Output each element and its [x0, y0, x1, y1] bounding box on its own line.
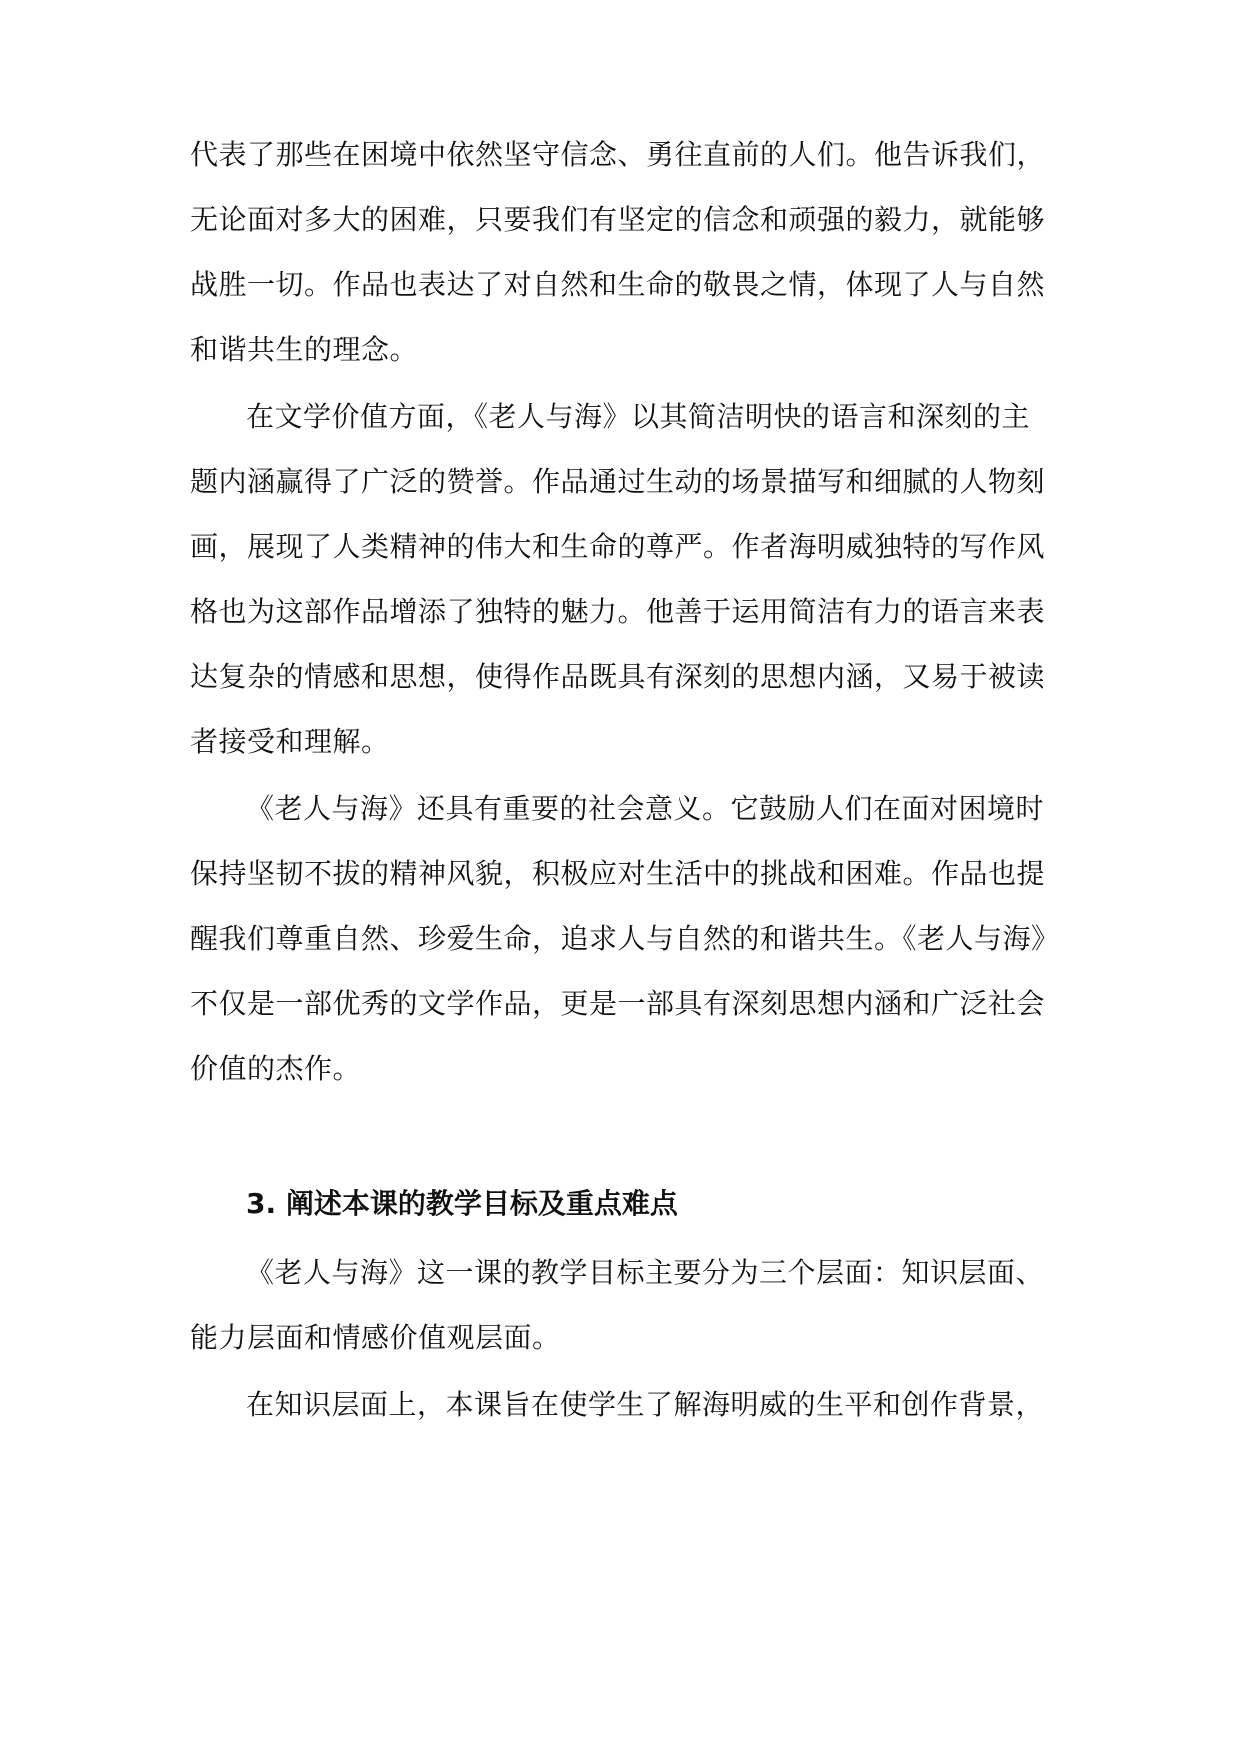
paragraph-3-line-1: 《老人与海》还具有重要的社会意义。它鼓励人们在面对困境时 — [246, 792, 1045, 825]
paragraph-3-line-3: 醒我们尊重自然、珍爱生命，追求人与自然的和谐共生。《老人与海》 — [190, 922, 1060, 955]
paragraph-1-line-4: 和谐共生的理念。 — [190, 333, 419, 366]
paragraph-1-line-1: 代表了那些在困境中依然坚守信念、勇往直前的人们。他告诉我们， — [190, 138, 1046, 171]
section-heading: 3. 阐述本课的教学目标及重点难点 — [246, 1187, 678, 1220]
paragraph-2-line-5: 达复杂的情感和思想，使得作品既具有深刻的思想内涵，又易于被读 — [190, 660, 1046, 693]
paragraph-5-line-1: 在知识层面上，本课旨在使学生了解海明威的生平和创作背景， — [246, 1388, 1045, 1421]
paragraph-4-line-1: 《老人与海》这一课的教学目标主要分为三个层面：知识层面、 — [246, 1256, 1045, 1289]
paragraph-3-line-2: 保持坚韧不拔的精神风貌，积极应对生活中的挑战和困难。作品也提 — [190, 857, 1046, 890]
paragraph-2-line-6: 者接受和理解。 — [190, 725, 390, 758]
paragraph-3-line-5: 价值的杰作。 — [190, 1052, 362, 1085]
paragraph-1-line-3: 战胜一切。作品也表达了对自然和生命的敬畏之情，体现了人与自然 — [190, 268, 1046, 301]
paragraph-2-line-2: 题内涵赢得了广泛的赞誉。作品通过生动的场景描写和细腻的人物刻 — [190, 465, 1046, 498]
paragraph-3-line-4: 不仅是一部优秀的文学作品，更是一部具有深刻思想内涵和广泛社会 — [190, 987, 1046, 1020]
paragraph-2-line-4: 格也为这部作品增添了独特的魅力。他善于运用简洁有力的语言来表 — [190, 595, 1046, 628]
paragraph-4-line-2: 能力层面和情感价值观层面。 — [190, 1321, 561, 1354]
paragraph-2-line-3: 画，展现了人类精神的伟大和生命的尊严。作者海明威独特的写作风 — [190, 530, 1046, 563]
paragraph-2-line-1: 在文学价值方面，《老人与海》以其简洁明快的语言和深刻的主 — [246, 400, 1031, 433]
paragraph-1-line-2: 无论面对多大的困难，只要我们有坚定的信念和顽强的毅力，就能够 — [190, 203, 1046, 236]
